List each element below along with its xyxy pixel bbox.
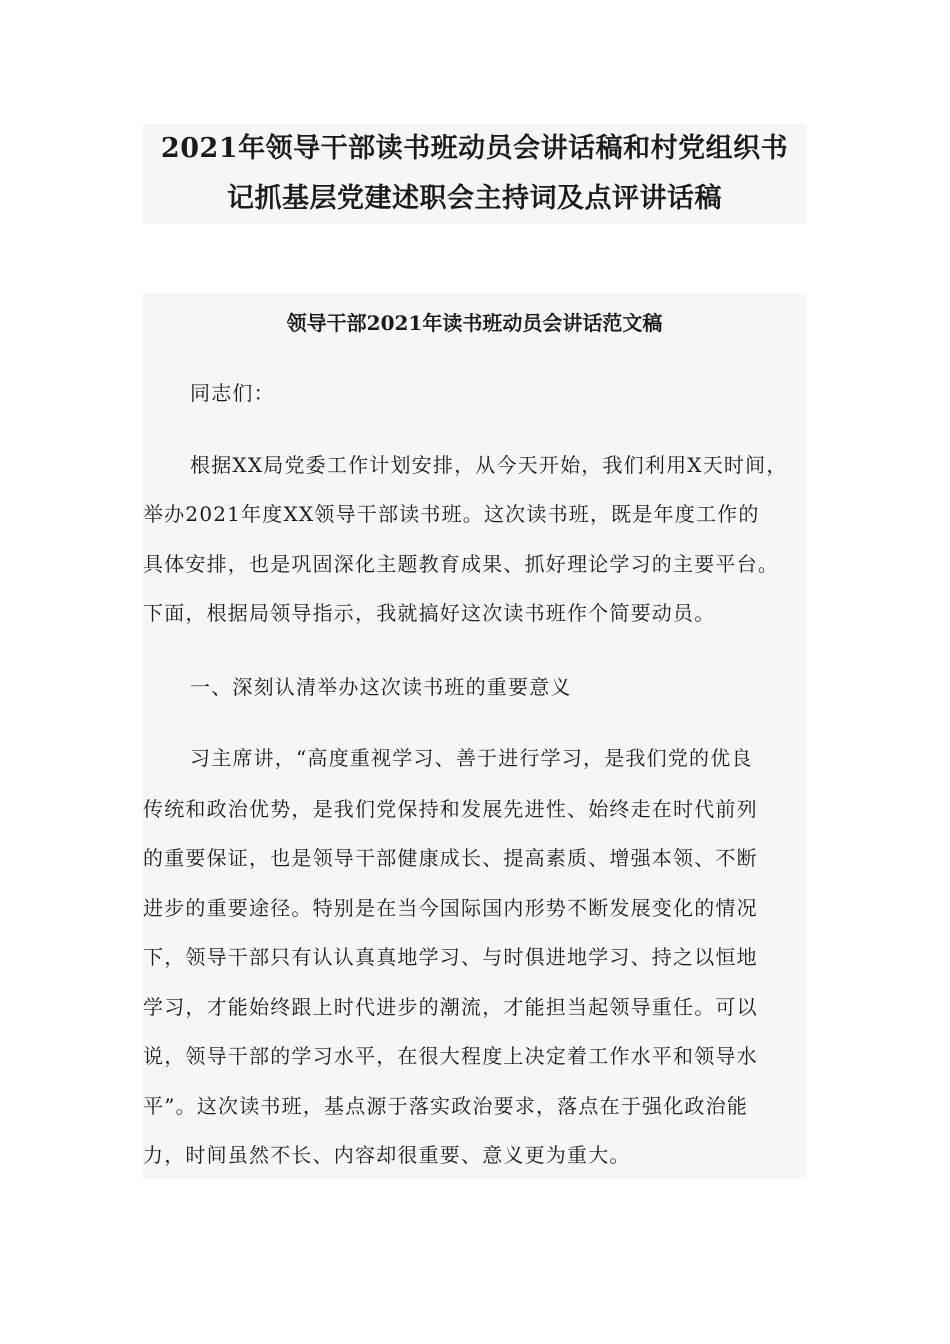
paragraph-line: 习主席讲，“高度重视学习、善于进行学习，是我们党的优良 [190,746,753,770]
paragraph-line: 平”。这次读书班，基点源于落实政治要求，落点在于强化政治能 [143,1094,749,1118]
paragraph-line: 根据XX局党委工作计划安排，从今天开始，我们利用X天时间， [190,453,788,477]
section-heading: 一、深刻认清举办这次读书班的重要意义 [190,675,572,699]
title-line: 2021年领导干部读书班动员会讲话稿和村党组织书 [160,133,789,164]
paragraph-line: 传统和政治优势，是我们党保持和发展先进性、始终走在时代前列 [143,797,758,821]
speech-subtitle: 领导干部2021年读书班动员会讲话范文稿 [286,311,663,335]
paragraph-line: 进步的重要途径。特别是在当今国际国内形势不断发展变化的情况 [143,896,758,920]
paragraph-line: 下面，根据局领导指示，我就搞好这次读书班作个简要动员。 [143,601,716,625]
title-line: 记抓基层党建述职会主持词及点评讲话稿 [227,183,722,214]
paragraph-line: 下，领导干部只有认认真真地学习、与时俱进地学习、持之以恒地 [143,945,758,969]
document-body [143,293,806,1179]
salutation: 同志们： [190,381,275,405]
paragraph-line: 学习，才能始终跟上时代进步的潮流，才能担当起领导重任。可以 [143,995,758,1019]
paragraph-line: 举办2021年度XX领导干部读书班。这次读书班，既是年度工作的 [143,502,760,526]
paragraph-line: 具体安排，也是巩固深化主题教育成果、抓好理论学习的主要平台。 [143,552,779,576]
paragraph-line: 的重要保证，也是领导干部健康成长、提高素质、增强本领、不断 [143,846,758,870]
paragraph-line: 力，时间虽然不长、内容却很重要、意义更为重大。 [143,1143,631,1167]
paragraph-line: 说，领导干部的学习水平，在很大程度上决定着工作水平和领导水 [143,1044,758,1068]
document-title [143,124,806,224]
